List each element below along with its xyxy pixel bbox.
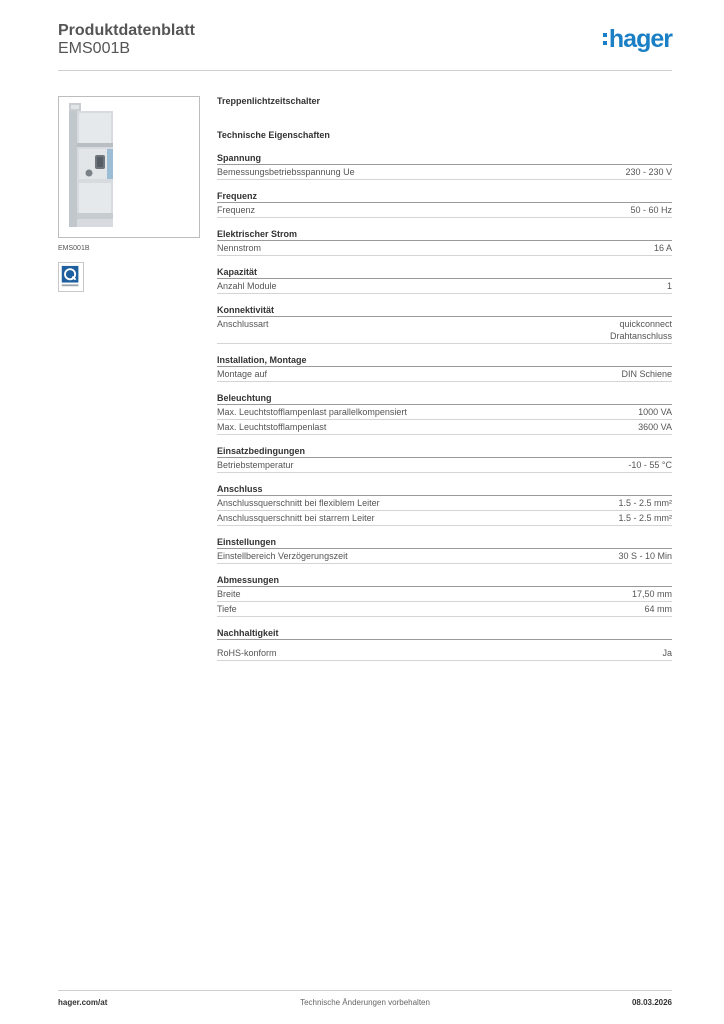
product-code: EMS001B: [58, 40, 131, 57]
spec-row: [217, 549, 672, 564]
spec-row: [217, 317, 672, 344]
image-caption: EMS001B: [58, 245, 90, 252]
spec-group-title: Elektrischer Strom: [217, 228, 672, 241]
spec-value: 17,50 mm: [631, 589, 672, 599]
spec-row: [217, 420, 672, 435]
spec-row: [217, 511, 672, 526]
spec-row: [217, 602, 672, 617]
spec-group: [217, 483, 672, 526]
spec-group: [217, 190, 672, 218]
spec-row: [217, 165, 672, 180]
spec-value: Ja: [662, 648, 672, 658]
spec-value: 16 A: [653, 243, 672, 253]
product-type: Treppenlichtzeitschalter: [217, 96, 321, 106]
spec-group: [217, 627, 672, 661]
spec-value: 230 - 230 V: [625, 167, 672, 177]
staircase-timer-device-icon: [65, 103, 121, 231]
spec-row: [217, 587, 672, 602]
spec-group: [217, 536, 672, 564]
footer-date: 08.03.2026: [631, 998, 672, 1007]
footer-website: hager.com/at: [58, 998, 108, 1007]
spec-group: [217, 445, 672, 473]
page-footer: [58, 990, 672, 1021]
spec-label: Anschlussquerschnitt bei flexiblem Leiter: [217, 498, 380, 508]
spec-label: Max. Leuchtstofflampenlast: [217, 422, 327, 432]
spec-row: [217, 203, 672, 218]
hager-logo: [603, 24, 672, 54]
spec-value: 3600 VA: [638, 422, 672, 432]
technical-specifications: [217, 96, 672, 661]
footer-notice: Technische Änderungen vorbehalten: [300, 998, 430, 1007]
spec-value: 64 mm: [644, 604, 672, 614]
spec-row: [217, 279, 672, 294]
spec-label: Betriebstemperatur: [217, 460, 294, 470]
spec-group-title: Nachhaltigkeit: [217, 627, 672, 640]
spec-value: 1.5 - 2.5 mm²: [618, 513, 672, 523]
spec-value: 1000 VA: [638, 407, 672, 417]
spec-row: [217, 458, 672, 473]
spec-value: 1.5 - 2.5 mm²: [618, 498, 672, 508]
spec-label: Max. Leuchtstofflampenlast parallelkompensiert: [217, 407, 407, 417]
spec-label: Anschlussquerschnitt bei starrem Leiter: [217, 513, 375, 523]
spec-value: DIN Schiene: [621, 369, 672, 379]
spec-group: [217, 392, 672, 435]
spec-label: RoHS-konform: [217, 648, 277, 658]
spec-label: Einstellbereich Verzögerungszeit: [217, 551, 348, 561]
spec-row: [217, 405, 672, 420]
spec-group: [217, 304, 672, 344]
spec-row: [217, 496, 672, 511]
spec-value: quickconnect Drahtanschluss: [609, 319, 672, 341]
spec-group: [217, 266, 672, 294]
spec-group: [217, 152, 672, 180]
product-image: [58, 96, 200, 238]
spec-group: [217, 228, 672, 256]
spec-value: 30 S - 10 Min: [618, 551, 672, 561]
spec-value: 50 - 60 Hz: [630, 205, 672, 215]
spec-label: Tiefe: [217, 604, 237, 614]
spec-row: [217, 367, 672, 382]
spec-group-title: Abmessungen: [217, 574, 672, 587]
spec-label: Frequenz: [217, 205, 256, 215]
spec-group-title: Frequenz: [217, 190, 672, 203]
spec-groups: [217, 152, 672, 661]
logo-dots-icon: [603, 31, 607, 47]
spec-group-title: Kapazität: [217, 266, 672, 279]
spec-label: Bemessungsbetriebsspannung Ue: [217, 167, 355, 177]
spec-group-title: Einstellungen: [217, 536, 672, 549]
spec-group: [217, 574, 672, 617]
spec-row: [217, 241, 672, 256]
spec-label: Anzahl Module: [217, 281, 277, 291]
spec-group: [217, 354, 672, 382]
spec-label: Nennstrom: [217, 243, 262, 253]
document-title: Produktdatenblatt: [58, 22, 195, 39]
spec-group-title: Konnektivität: [217, 304, 672, 317]
spec-label: Montage auf: [217, 369, 268, 379]
spec-group-title: Einsatzbedingungen: [217, 445, 672, 458]
logo-text: hager: [608, 24, 672, 53]
spec-group-title: Anschluss: [217, 483, 672, 496]
spec-label: Breite: [217, 589, 241, 599]
spec-value: 1: [666, 281, 672, 291]
spec-value: -10 - 55 °C: [628, 460, 672, 470]
spec-label: Anschlussart: [217, 319, 269, 329]
spec-group-title: Spannung: [217, 152, 672, 165]
spec-group-title: Beleuchtung: [217, 392, 672, 405]
quality-seal-icon: [58, 262, 84, 292]
spec-row: [217, 646, 672, 661]
spec-group-title: Installation, Montage: [217, 354, 672, 367]
page-header: [58, 20, 672, 71]
section-heading: Technische Eigenschaften: [217, 130, 330, 140]
